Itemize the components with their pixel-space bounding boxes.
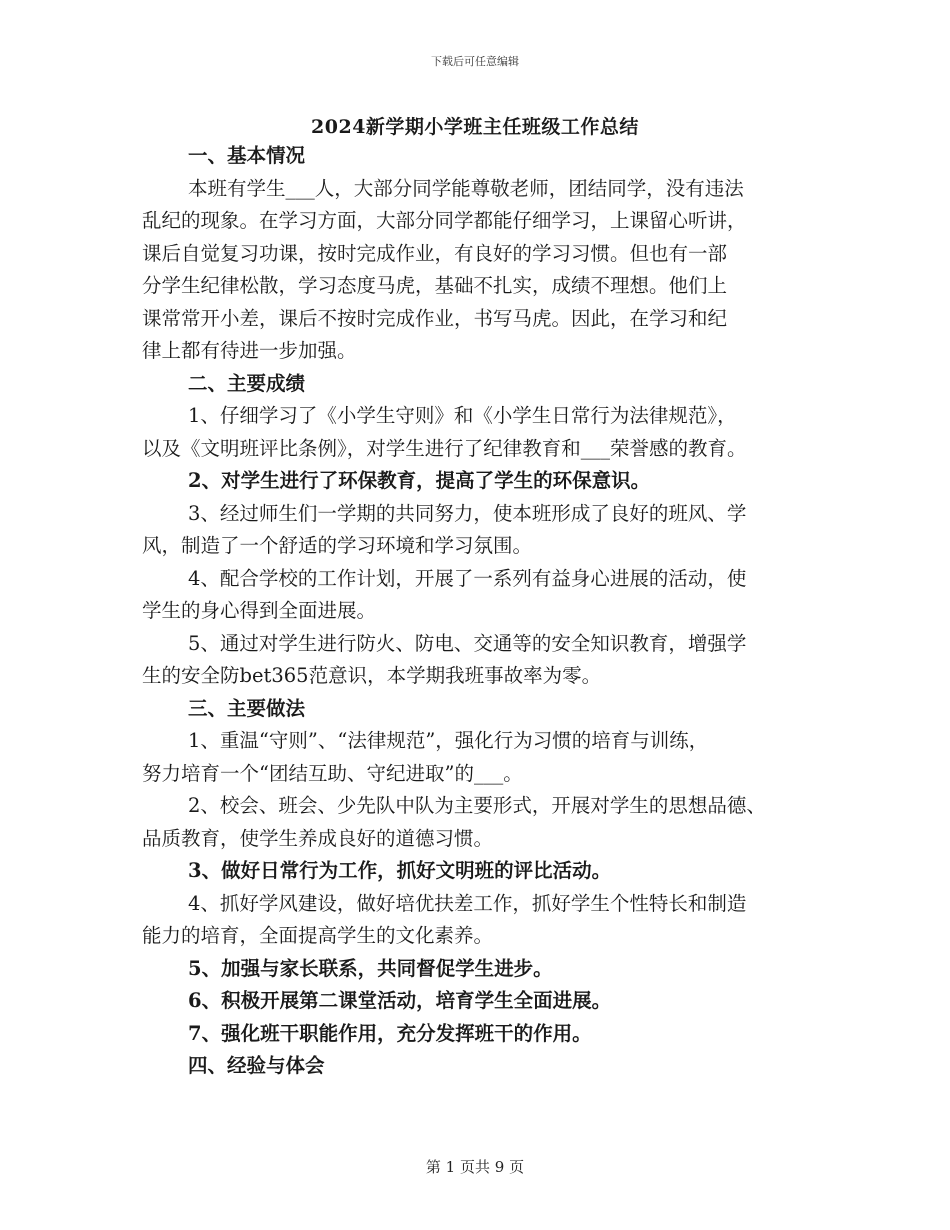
bold-item: 7、强化班干职能作用，充分发挥班干的作用。 — [188, 1021, 592, 1045]
bold-item: 3、做好日常行为工作，抓好文明班的评比活动。 — [188, 859, 612, 882]
paragraph-line: 乱纪的现象。在学习方面，大部分同学都能仔细学习，上课留心听讲， — [142, 209, 747, 232]
paragraph-line: 1、重温“守则”、“法律规范”，强化行为习惯的培育与训练， — [188, 729, 709, 752]
paragraph-line: 本班有学生___人，大部分同学能尊敬老师，团结同学，没有违法 — [188, 176, 744, 200]
paragraph-line: 生的安全防bet365范意识，本学期我班事故率为零。 — [142, 664, 602, 687]
paragraph-line: 1、仔细学习了《小学生守则》和《小学生日常行为法律规范》， — [188, 404, 737, 427]
paragraph-line: 以及《文明班评比条例》，对学生进行了纪律教育和___荣誉感的教育。 — [142, 436, 747, 460]
paragraph-line: 4、抓好学风建设，做好培优扶差工作，抓好学生个性特长和制造 — [188, 891, 747, 915]
paragraph-line: 律上都有待进一步加强。 — [142, 339, 357, 362]
paragraph-line: 品质教育，使学生养成良好的道德习惯。 — [142, 826, 494, 850]
paragraph-line: 3、经过师生们一学期的共同努力，使本班形成了良好的班风、学 — [188, 501, 747, 525]
page-footer: 第 1 页共 9 页 — [425, 1158, 525, 1176]
section-heading-3: 三、主要做法 — [188, 696, 306, 720]
paragraph-line: 风，制造了一个舒适的学习环境和学习氛围。 — [142, 534, 533, 557]
document-title: 2024新学期小学班主任班级工作总结 — [311, 116, 639, 138]
section-heading-2: 二、主要成绩 — [188, 371, 306, 395]
paragraph-line: 4、配合学校的工作计划，开展了一系列有益身心进展的活动，使 — [188, 566, 747, 590]
paragraph-line: 努力培育一个“团结互助、守纪进取”的___。 — [142, 761, 523, 785]
document-body — [142, 140, 822, 1083]
bold-item: 6、积极开展第二课堂活动，培育学生全面进展。 — [188, 989, 612, 1012]
section-heading-1: 一、基本情况 — [188, 144, 306, 167]
paragraph-line: 5、通过对学生进行防火、防电、交通等的安全知识教育，增强学 — [188, 631, 747, 655]
paragraph-line: 能力的培育，全面提高学生的文化素养。 — [142, 924, 494, 947]
paragraph-line: 课常常开小差，课后不按时完成作业，书写马虎。因此，在学习和纪 — [142, 306, 728, 330]
paragraph-line: 学生的身心得到全面进展。 — [142, 599, 377, 622]
header-note: 下载后可任意编辑 — [431, 55, 519, 68]
paragraph-line: 课后自觉复习功课，按时完成作业，有良好的学习习惯。但也有一部 — [142, 241, 728, 265]
bold-item: 5、加强与家长联系，共同督促学生进步。 — [188, 956, 553, 980]
section-heading-4: 四、经验与体会 — [188, 1054, 325, 1077]
paragraph-line: 分学生纪律松散，学习态度马虎，基础不扎实，成绩不理想。他们上 — [142, 274, 728, 297]
bold-item: 2、对学生进行了环保教育，提高了学生的环保意识。 — [188, 469, 651, 492]
paragraph-line: 2、校会、班会、少先队中队为主要形式，开展对学生的思想品德、 — [188, 794, 766, 817]
